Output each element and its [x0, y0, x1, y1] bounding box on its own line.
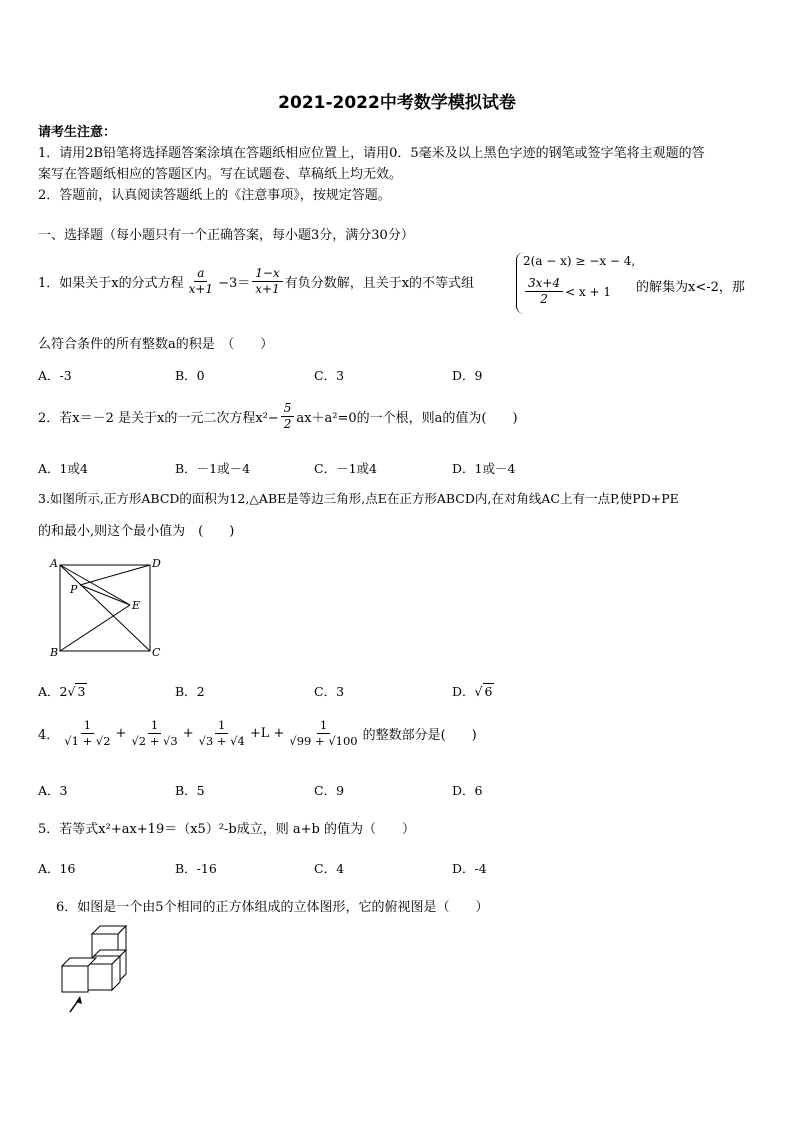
- q4-option-c: C．9: [314, 783, 345, 798]
- q2-option-d: D．1或－4: [452, 461, 516, 476]
- q6-cube-figure: [56, 924, 132, 1020]
- label-a: A: [50, 557, 58, 570]
- question-6: 6．如图是一个由5个相同的正方体组成的立体图形，它的俯视图是（ ）: [56, 900, 489, 915]
- q1-fraction-1: $\frac{a}{x+1}$: [188, 266, 214, 296]
- question-5: 5．若等式x²+ax+19＝（x5）²-b成立，则 a+b 的值为（ ）: [38, 822, 415, 837]
- notice-line-2: 案写在答题纸相应的答题区内。写在试题卷、草稿纸上均无效。: [38, 167, 403, 182]
- q4-ellipsis: +L +: [249, 726, 285, 741]
- q1-text-mid: −3＝: [218, 276, 251, 291]
- label-e: E: [132, 599, 141, 612]
- label-b: B: [50, 646, 59, 659]
- q5-option-d: D．-4: [452, 861, 487, 876]
- q3-option-c: C．3: [314, 684, 345, 699]
- q2-text-part2: ax＋a²=0的一个根，则a的值为( ): [296, 411, 518, 426]
- q4-tail: 的整数部分是( ): [362, 728, 477, 743]
- q3-option-d: D．√ 6: [452, 684, 493, 699]
- q3-line-1: 3.如图所示,正方形ABCD的面积为12,△ABE是等边三角形,点E在正方形ABCD内,在对角线AC上有一点P,使PD+PE: [38, 491, 679, 506]
- q4-term-3: $\frac{1}{√3 + √4}$: [198, 718, 245, 748]
- q4-term-last: $\frac{1}{√99 + √100}$: [289, 718, 358, 748]
- q1-option-c: C．3: [314, 368, 345, 383]
- q4-term-2: $\frac{1}{√2 + √3}$: [131, 718, 178, 748]
- q1-option-d: D．9: [452, 368, 483, 383]
- q1-text-part3: 的解集为x<-2，那: [636, 280, 745, 295]
- notice-heading: 请考生注意：: [38, 125, 117, 140]
- q1-option-a: A．-3: [38, 368, 72, 383]
- section-heading: 一、选择题（每小题只有一个正确答案，每小题3分，满分30分）: [38, 228, 414, 243]
- q2-option-c: C．－1或4: [314, 461, 377, 476]
- q2-option-a: A．1或4: [38, 461, 88, 476]
- notice-line-1: 1．请用2B铅笔将选择题答案涂填在答题纸相应位置上，请用0．5毫米及以上黑色字迹的钢笔或签字笔将主观题的答: [38, 146, 705, 161]
- q1-inequality-system: [516, 252, 637, 314]
- page-title: 2021-2022中考数学模拟试卷: [278, 93, 516, 113]
- q5-option-a: A．16: [38, 861, 76, 876]
- question-1: [38, 266, 474, 297]
- q5-option-c: C．4: [314, 861, 345, 876]
- q1-line-2: 么符合条件的所有整数a的积是 （ ）: [38, 337, 274, 352]
- q4-option-a: A．3: [38, 783, 68, 798]
- q1-inequality-1: 2(a − x) ≥ −x − 4,: [523, 254, 636, 268]
- q4-option-b: B．5: [175, 783, 205, 798]
- question-2: [38, 401, 518, 432]
- question-4: 4． $\frac{1}{√1 + √2}$ + $\frac{1}{√2 + √3}$ + $\frac{1}{√3 + √4}$ +L + $\frac{1}{√99 + √100}$ 的整数部分是( ): [38, 718, 477, 748]
- q4-number: 4．: [38, 728, 60, 743]
- q2-option-b: B．－1或－4: [175, 461, 251, 476]
- q3-option-b: B．2: [175, 684, 205, 699]
- notice-line-3: 2．答题前，认真阅读答题纸上的《注意事项》，按规定答题。: [38, 188, 391, 203]
- q1-option-b: B．0: [175, 368, 205, 383]
- q1-text-part1: 1．如果关于x的分式方程: [38, 276, 184, 291]
- q1-inequality-2: $\frac{3x+4}{2}$ < x + 1: [523, 276, 611, 307]
- q1-text-part2: 有负分数解，且关于x的不等式组: [284, 276, 475, 291]
- q5-option-b: B．-16: [175, 861, 217, 876]
- q2-text-part1: 2．若x＝－2 是关于x的一元二次方程x²−: [38, 411, 279, 426]
- label-p: P: [70, 583, 78, 596]
- q2-fraction: $\frac{5}{2}$: [281, 401, 295, 432]
- q1-fraction-2: $\frac{1-x}{x+1}$: [252, 266, 282, 297]
- label-c: C: [152, 646, 161, 659]
- q3-square-figure: [46, 555, 166, 659]
- q3-line-2: 的和最小,则这个最小值为 ( ): [38, 524, 235, 539]
- q4-term-1: $\frac{1}{√1 + √2}$: [64, 718, 111, 748]
- q3-option-a: A．2√ 3: [38, 684, 86, 699]
- label-d: D: [152, 557, 161, 570]
- q4-option-d: D．6: [452, 783, 483, 798]
